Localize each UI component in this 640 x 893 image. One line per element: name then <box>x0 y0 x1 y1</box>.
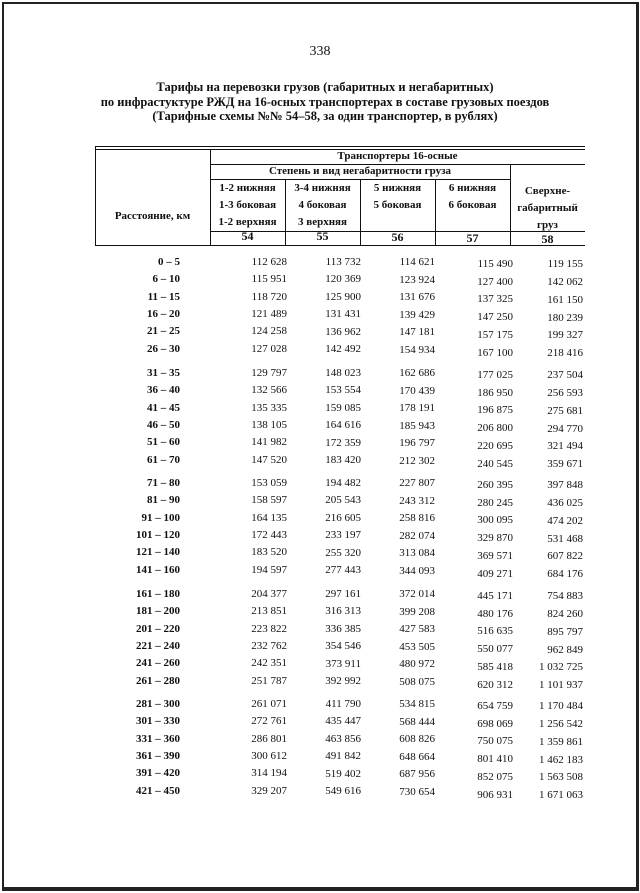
tariff-cell-56: 453 505 <box>399 640 435 653</box>
tariff-cell-55: 153 554 <box>325 384 361 397</box>
tariff-cell-57: 196 875 <box>477 404 513 417</box>
tariff-cell-55: 392 992 <box>325 675 361 688</box>
tariff-cell-57: 698 069 <box>477 717 513 730</box>
tariff-cell-57: 550 077 <box>477 643 513 656</box>
header-col57: 6 нижняя 6 боковая <box>448 182 497 211</box>
tariff-cell-54: 135 335 <box>251 401 287 414</box>
table-row <box>0 640 640 657</box>
tariff-cell-58: 142 062 <box>547 275 583 288</box>
tariff-cell-54: 124 258 <box>251 325 287 338</box>
tariff-cell-56: 313 084 <box>399 547 435 560</box>
tariff-cell-57: 167 100 <box>477 346 513 359</box>
tariff-cell-54: 223 822 <box>251 622 287 635</box>
tariff-cell-57: 480 176 <box>477 607 513 620</box>
table-row <box>0 546 640 563</box>
tariff-cell-56: 123 924 <box>399 273 435 286</box>
tariff-cell-58: 531 468 <box>547 532 583 545</box>
tariff-cell-54: 194 597 <box>251 563 287 576</box>
table-row <box>0 750 640 767</box>
distance-cell: 46 – 50 <box>147 418 180 431</box>
tariff-cell-55: 549 616 <box>325 785 361 798</box>
distance-cell: 421 – 450 <box>136 784 180 797</box>
tariff-cell-55: 354 546 <box>325 640 361 653</box>
distance-cell: 201 – 220 <box>136 622 180 635</box>
distance-cell: 51 – 60 <box>147 436 180 449</box>
tariff-cell-54: 172 443 <box>251 528 287 541</box>
tariff-cell-54: 158 597 <box>251 494 287 507</box>
distance-cell: 121 – 140 <box>136 546 180 559</box>
header-col56: 5 нижняя 5 боковая <box>373 182 422 211</box>
tariff-cell-58: 684 176 <box>547 568 583 581</box>
tariff-cell-57: 186 950 <box>477 386 513 399</box>
tariff-cell-54: 183 520 <box>251 546 287 559</box>
table-row <box>0 512 640 529</box>
table-row <box>0 767 640 784</box>
tariff-cell-57: 369 571 <box>477 549 513 562</box>
tariff-cell-57: 516 635 <box>477 625 513 638</box>
tariff-cell-57: 220 695 <box>477 439 513 452</box>
tariff-cell-57: 115 490 <box>477 258 513 270</box>
tariff-cell-55: 142 492 <box>325 343 361 356</box>
table-row <box>0 454 640 471</box>
distance-cell: 221 – 240 <box>136 639 180 652</box>
table-row <box>0 605 640 622</box>
table-row <box>0 436 640 453</box>
tariff-cell-58: 359 671 <box>547 458 583 471</box>
tariff-cell-56: 178 191 <box>399 402 435 415</box>
distance-cell: 101 – 120 <box>136 528 180 541</box>
tariff-cell-56: 227 807 <box>399 477 435 489</box>
tariff-cell-55: 491 842 <box>325 750 361 763</box>
tariff-cell-54: 164 135 <box>251 511 287 524</box>
tariff-cell-55: 131 431 <box>325 308 361 321</box>
tariff-cell-57: 300 095 <box>477 514 513 527</box>
tariff-cell-56: 282 074 <box>399 529 435 542</box>
tariff-cell-56: 427 583 <box>399 623 435 636</box>
tariff-cell-55: 233 197 <box>325 529 361 542</box>
distance-cell: 61 – 70 <box>147 453 180 466</box>
tariff-cell-54: 251 787 <box>251 674 287 687</box>
tariff-cell-54: 153 059 <box>251 477 287 489</box>
tariff-cell-55: 125 900 <box>325 290 361 303</box>
table-row <box>0 675 640 692</box>
tariff-cell-55: 463 856 <box>325 732 361 745</box>
distance-cell: 31 – 35 <box>147 367 180 379</box>
distance-cell: 301 – 330 <box>136 715 180 728</box>
tariff-cell-56: 534 815 <box>399 698 435 710</box>
tariff-cell-56: 344 093 <box>399 564 435 577</box>
tariff-cell-55: 216 605 <box>325 511 361 524</box>
tariff-cell-56: 139 429 <box>399 308 435 321</box>
distance-cell: 16 – 20 <box>147 307 180 320</box>
header-col54: 1-2 нижняя 1-3 боковая 1-2 верхняя <box>218 182 277 228</box>
table-row <box>0 494 640 511</box>
tariff-cell-54: 300 612 <box>251 749 287 762</box>
tariff-cell-57: 409 271 <box>477 567 513 580</box>
tariff-cell-55: 336 385 <box>325 622 361 635</box>
tariff-cell-56: 162 686 <box>399 367 435 379</box>
table-row <box>0 367 640 384</box>
tariff-cell-57: 801 410 <box>477 753 513 766</box>
title-line-3: (Тарифные схемы №№ 54–58, за один транспортер, в рублях) <box>152 109 498 123</box>
tariff-cell-58: 824 260 <box>547 607 583 620</box>
distance-cell: 391 – 420 <box>136 767 180 780</box>
distance-cell: 161 – 180 <box>136 588 180 600</box>
tariff-cell-55: 148 023 <box>325 367 361 379</box>
document-title <box>95 80 555 124</box>
table-row <box>0 291 640 308</box>
tariff-cell-54: 141 982 <box>251 436 287 449</box>
tariff-cell-56: 196 797 <box>399 437 435 450</box>
tariff-cell-54: 112 628 <box>251 256 287 268</box>
col-number-54: 54 <box>241 229 254 243</box>
tariff-cell-55: 277 443 <box>325 564 361 577</box>
tariff-cell-55: 183 420 <box>325 454 361 467</box>
tariff-cell-58: 962 849 <box>547 643 583 656</box>
distance-cell: 91 – 100 <box>141 511 180 524</box>
tariff-cell-56: 687 956 <box>399 768 435 781</box>
table-row <box>0 256 640 273</box>
tariff-cell-57: 654 759 <box>477 700 513 712</box>
tariff-cell-58: 294 770 <box>547 422 583 435</box>
col-number-56: 56 <box>391 230 404 244</box>
tariff-cell-57: 177 025 <box>477 369 513 381</box>
table-row <box>0 657 640 674</box>
table-row <box>0 273 640 290</box>
tariff-cell-57: 620 312 <box>477 678 513 691</box>
tariff-cell-57: 260 395 <box>477 479 513 491</box>
distance-cell: 241 – 260 <box>136 657 180 670</box>
tariff-cell-57: 157 175 <box>477 328 513 341</box>
table-row <box>0 529 640 546</box>
tariff-cell-55: 519 402 <box>325 767 361 780</box>
tariff-cell-55: 255 320 <box>325 546 361 559</box>
tariff-cell-55: 113 732 <box>325 256 361 268</box>
tariff-cell-55: 373 911 <box>325 657 361 670</box>
tariff-cell-54: 132 566 <box>251 384 287 397</box>
distance-cell: 141 – 160 <box>136 563 180 576</box>
header-left-border <box>95 146 96 245</box>
distance-cell: 181 – 200 <box>136 605 180 618</box>
distance-cell: 0 – 5 <box>158 256 180 268</box>
tariff-cell-57: 240 545 <box>477 457 513 470</box>
tariff-cell-58: 607 822 <box>547 550 583 563</box>
tariff-cell-54: 261 071 <box>251 698 287 710</box>
col-number-57: 57 <box>466 231 479 245</box>
tariff-cell-56: 154 934 <box>399 343 435 356</box>
distance-cell: 81 – 90 <box>147 494 180 507</box>
distance-cell: 261 – 280 <box>136 674 180 687</box>
tariff-cell-58: 119 155 <box>547 258 583 270</box>
tariff-cell-56: 185 943 <box>399 419 435 432</box>
table-row <box>0 343 640 360</box>
tariff-cell-54: 127 028 <box>251 342 287 355</box>
tariff-cell-58: 436 025 <box>547 496 583 509</box>
tariff-cell-58: 1 563 508 <box>539 771 583 784</box>
tariff-cell-56: 131 676 <box>399 291 435 304</box>
tariff-cell-56: 399 208 <box>399 605 435 618</box>
tariff-cell-58: 1 032 725 <box>539 661 583 674</box>
tariff-cell-57: 329 870 <box>477 532 513 545</box>
header-subgroup-title: Степень и вид негабаритности груза <box>268 165 452 177</box>
tariff-cell-56: 258 816 <box>399 512 435 525</box>
tariff-cell-58: 1 359 861 <box>539 735 583 748</box>
distance-cell: 281 – 300 <box>136 698 180 710</box>
tariff-cell-58: 754 883 <box>547 590 583 602</box>
tariff-cell-54: 329 207 <box>251 784 287 797</box>
col-number-55: 55 <box>316 229 329 243</box>
tariff-cell-56: 608 826 <box>399 733 435 746</box>
distance-cell: 26 – 30 <box>147 342 180 355</box>
tariff-cell-56: 243 312 <box>399 494 435 507</box>
page-number: 338 <box>309 44 331 59</box>
table-row <box>0 477 640 494</box>
tariff-cell-57: 906 931 <box>477 788 513 801</box>
tariff-cell-55: 159 085 <box>325 401 361 414</box>
tariff-cell-58: 199 327 <box>547 329 583 342</box>
table-row <box>0 588 640 605</box>
table-row <box>0 308 640 325</box>
tariff-cell-57: 750 075 <box>477 735 513 748</box>
title-line-2: по инфрастуктуре РЖД на 16-осных транспортерах в составе грузовых поездов <box>100 94 550 109</box>
tariff-cell-55: 205 543 <box>325 494 361 507</box>
tariff-cell-54: 147 520 <box>251 453 287 466</box>
tariff-cell-58: 1 170 484 <box>539 700 583 712</box>
table-row <box>0 623 640 640</box>
tariff-cell-56: 568 444 <box>399 715 435 728</box>
tariff-cell-58: 1 101 937 <box>539 679 583 692</box>
tariff-cell-56: 212 302 <box>399 454 435 467</box>
distance-cell: 331 – 360 <box>136 732 180 745</box>
distance-cell: 21 – 25 <box>147 325 180 338</box>
tariff-cell-54: 121 489 <box>251 307 287 320</box>
distance-cell: 361 – 390 <box>136 749 180 762</box>
tariff-cell-57: 147 250 <box>477 311 513 324</box>
table-row <box>0 325 640 342</box>
tariff-cell-57: 137 325 <box>477 293 513 306</box>
table-row <box>0 402 640 419</box>
tariff-cell-54: 118 720 <box>251 290 287 303</box>
tariff-cell-58: 256 593 <box>547 386 583 399</box>
tariff-cell-58: 1 462 183 <box>539 753 583 766</box>
tariff-cell-58: 275 681 <box>547 404 583 417</box>
tariff-cell-56: 648 664 <box>399 750 435 763</box>
tariff-cell-56: 508 075 <box>399 675 435 688</box>
table-row <box>0 785 640 802</box>
tariff-cell-54: 138 105 <box>251 418 287 431</box>
tariff-cell-54: 232 762 <box>251 639 287 652</box>
tariff-cell-56: 147 181 <box>399 326 435 339</box>
col-number-58: 58 <box>541 232 554 246</box>
tariff-cell-58: 1 671 063 <box>539 789 583 802</box>
tariff-cell-58: 161 150 <box>547 293 583 306</box>
tariff-cell-56: 170 439 <box>399 384 435 397</box>
header-group-title: Транспортеры 16-осные <box>337 150 458 162</box>
tariff-cell-56: 372 014 <box>399 588 435 600</box>
table-row <box>0 698 640 715</box>
tariff-cell-57: 127 400 <box>477 275 513 288</box>
tariff-cell-58: 895 797 <box>547 625 583 638</box>
tariff-cell-54: 213 851 <box>251 605 287 618</box>
table-row <box>0 564 640 581</box>
table-row <box>0 715 640 732</box>
tariff-cell-58: 1 256 542 <box>539 717 583 730</box>
tariff-cell-55: 172 359 <box>325 436 361 449</box>
tariff-cell-57: 852 075 <box>477 770 513 783</box>
tariff-cell-58: 237 504 <box>547 369 583 381</box>
distance-cell: 11 – 15 <box>147 290 180 303</box>
tariff-cell-54: 314 194 <box>251 767 287 780</box>
tariff-cell-54: 272 761 <box>251 715 287 728</box>
tariff-cell-55: 164 616 <box>325 419 361 432</box>
tariff-cell-54: 242 351 <box>251 657 287 670</box>
tariff-cell-56: 114 621 <box>399 256 435 268</box>
tariff-cell-58: 397 848 <box>547 479 583 491</box>
distance-cell: 36 – 40 <box>147 384 180 397</box>
table-row <box>0 384 640 401</box>
tariff-cell-55: 411 790 <box>325 698 361 710</box>
tariff-cell-54: 204 377 <box>251 588 287 600</box>
tariff-cell-55: 136 962 <box>325 325 361 338</box>
header-top-border <box>95 146 585 147</box>
header-col55: 3-4 нижняя 4 боковая 3 верхняя <box>294 182 351 228</box>
tariff-cell-58: 321 494 <box>547 440 583 453</box>
table-row <box>0 419 640 436</box>
tariff-cell-58: 218 416 <box>547 347 583 360</box>
tariff-cell-55: 316 313 <box>325 605 361 618</box>
tariff-cell-54: 129 797 <box>251 367 287 379</box>
title-line-1: Тарифы на перевозки грузов (габаритных и негабаритных) <box>156 80 494 94</box>
distance-cell: 71 – 80 <box>147 477 180 489</box>
tariff-cell-54: 115 951 <box>251 273 287 286</box>
tariff-cell-57: 585 418 <box>477 660 513 673</box>
header-col58: Сверхне- габаритный груз <box>517 185 578 231</box>
distance-cell: 6 – 10 <box>152 273 180 286</box>
tariff-cell-56: 730 654 <box>399 785 435 798</box>
tariff-cell-58: 474 202 <box>547 514 583 527</box>
table-row <box>0 733 640 750</box>
distance-cell: 41 – 45 <box>147 401 180 414</box>
header-distance-label: Расстояние, км <box>114 210 191 222</box>
tariff-cell-55: 194 482 <box>325 477 361 489</box>
tariff-cell-57: 445 171 <box>477 590 513 602</box>
tariff-cell-54: 286 801 <box>251 732 287 745</box>
tariff-cell-55: 435 447 <box>325 715 361 728</box>
tariff-cell-57: 206 800 <box>477 422 513 435</box>
tariff-cell-56: 480 972 <box>399 658 435 671</box>
tariff-cell-58: 180 239 <box>547 311 583 324</box>
tariff-cell-55: 120 369 <box>325 273 361 286</box>
tariff-cell-57: 280 245 <box>477 496 513 509</box>
tariff-cell-55: 297 161 <box>325 588 361 600</box>
